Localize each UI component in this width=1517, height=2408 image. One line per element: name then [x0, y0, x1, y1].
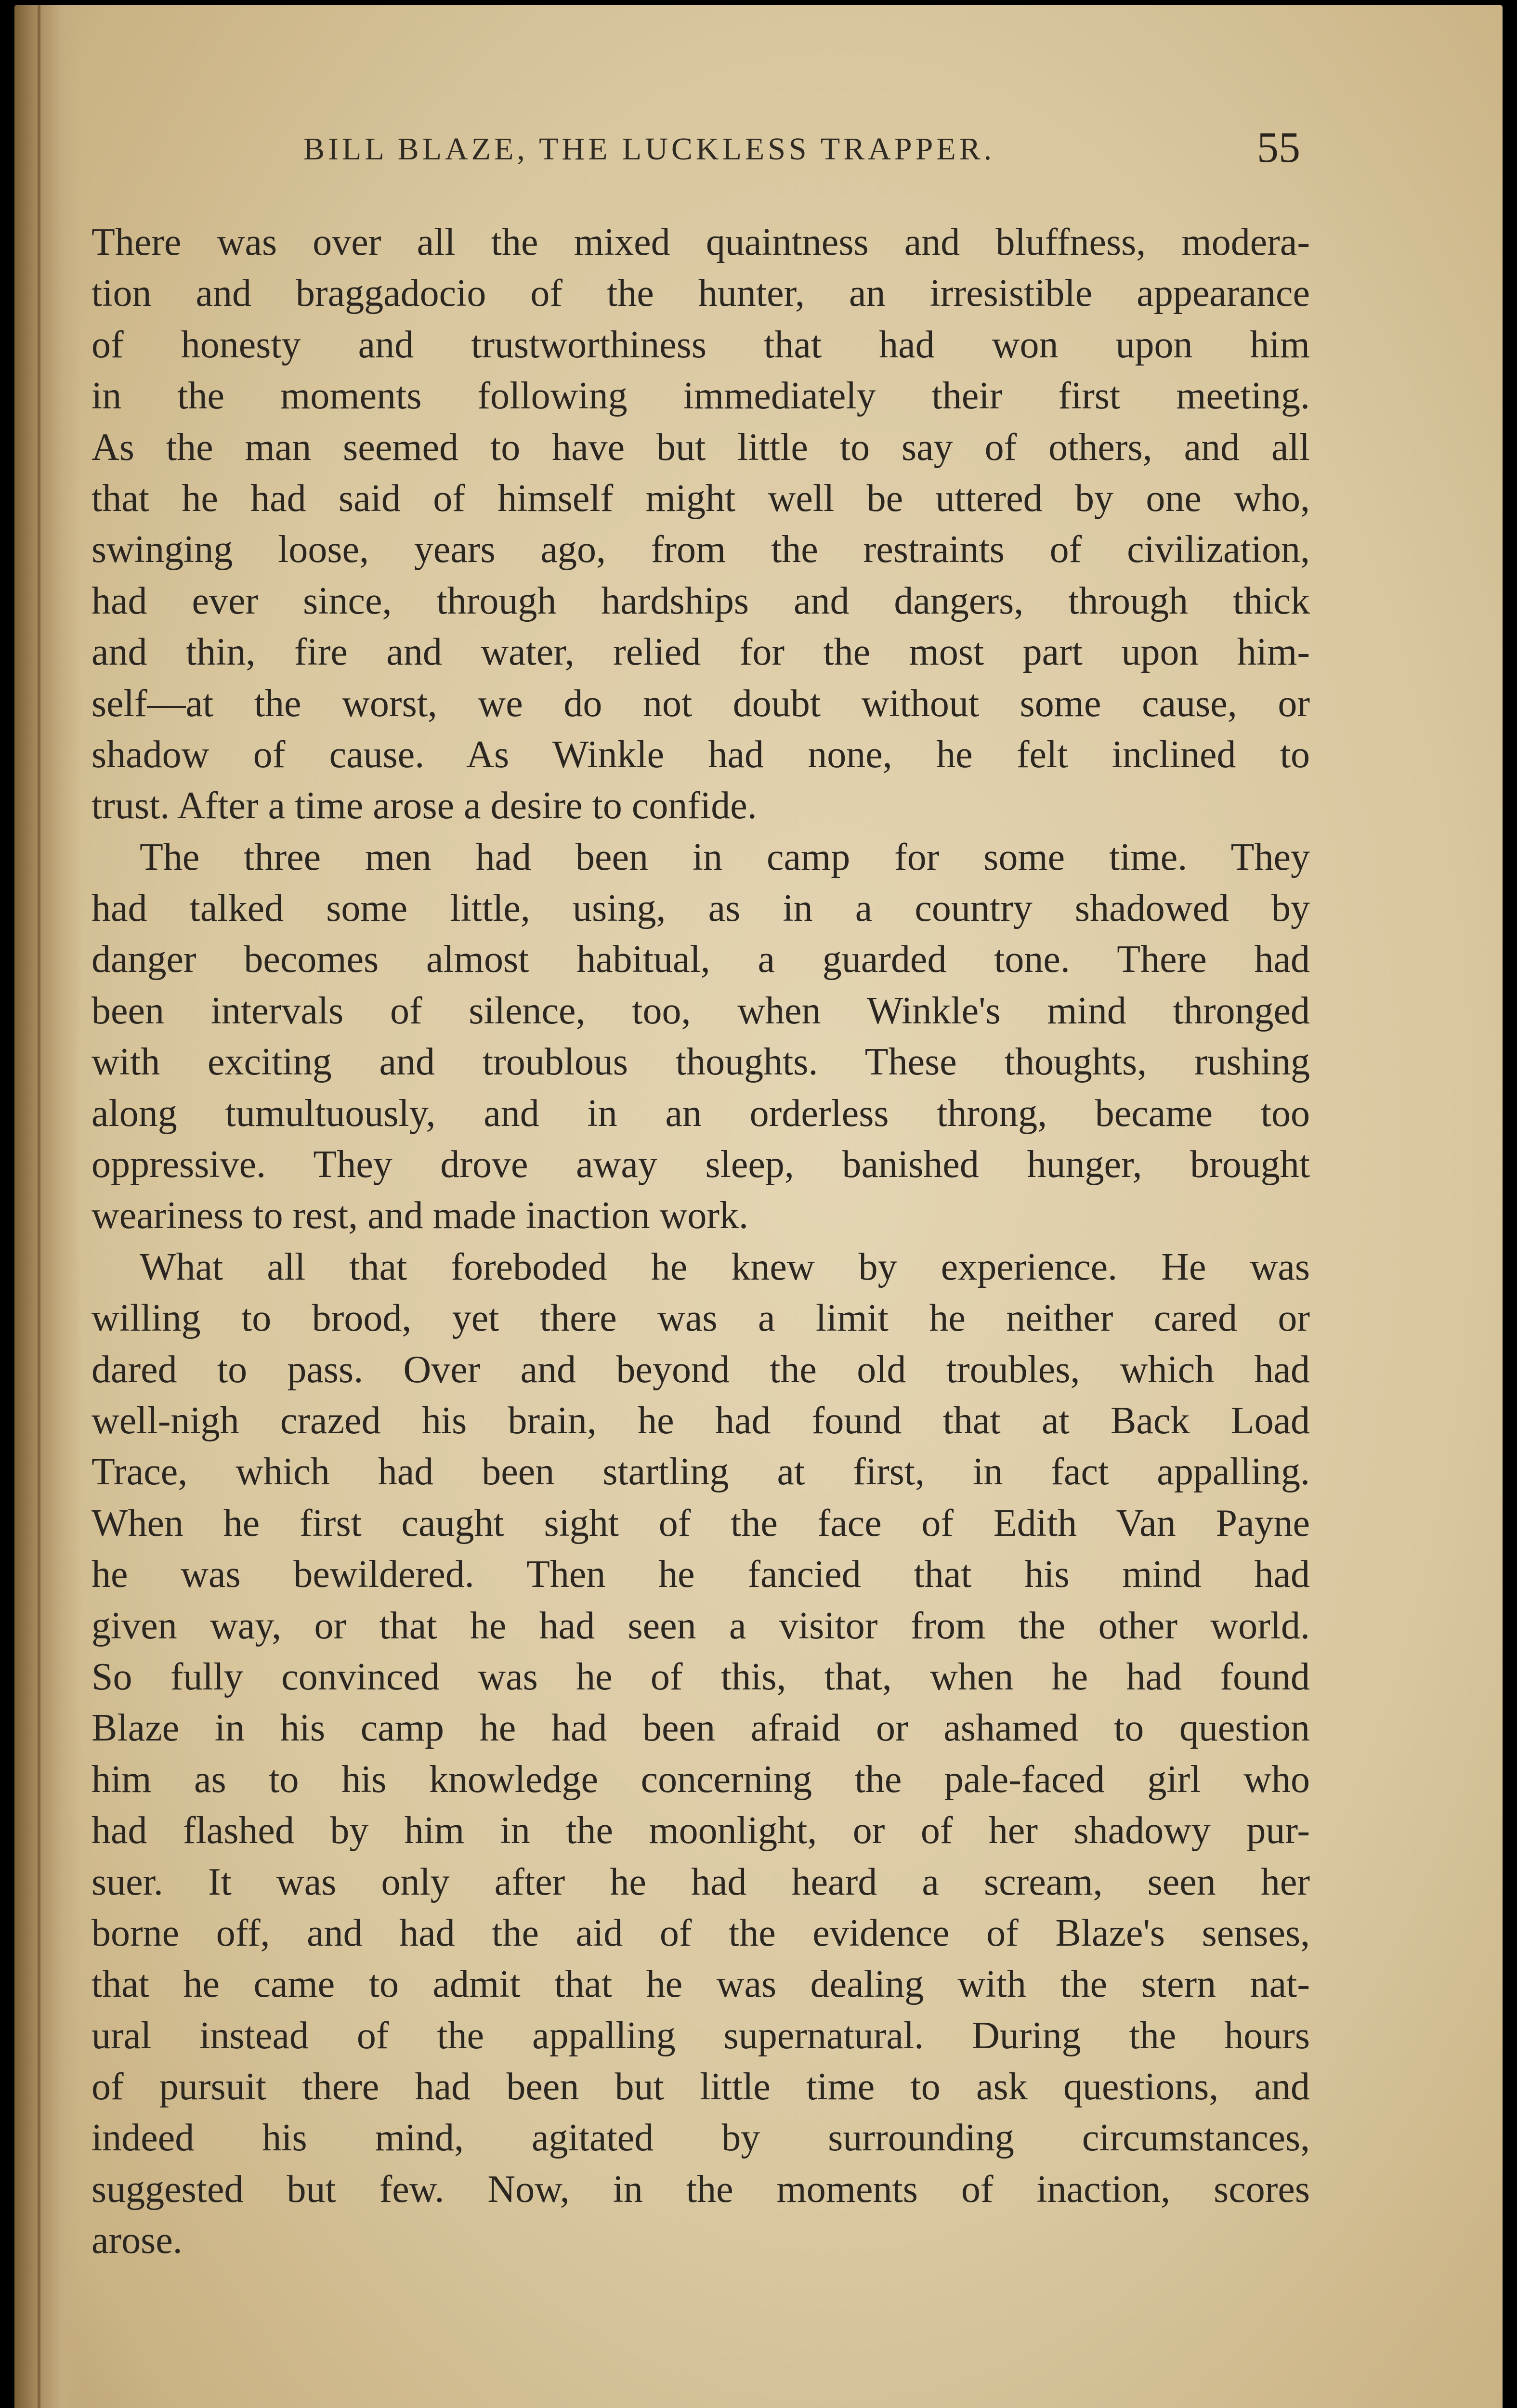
- text-line: well-nigh crazed his brain, he had found that at Back Load: [92, 1399, 1310, 1442]
- text-line: given way, or that he had seen a visitor from the other world.: [92, 1604, 1310, 1647]
- text-line: with exciting and troublous thoughts. These thoughts, rushing: [92, 1041, 1310, 1084]
- text-line: So fully convinced was he of this, that, when he had found: [92, 1655, 1310, 1698]
- text-line: dared to pass. Over and beyond the old troubles, which had: [92, 1348, 1310, 1391]
- text-line: swinging loose, years ago, from the restraints of civilization,: [92, 528, 1310, 571]
- text-line: suggested but few. Now, in the moments of inaction, scores: [92, 2168, 1310, 2211]
- paragraph-1: [92, 217, 1310, 832]
- text-line: suer. It was only after he had heard a scream, seen her: [92, 1860, 1310, 1903]
- text-line: tion and braggadocio of the hunter, an irresistible appearance: [92, 272, 1310, 315]
- text-line: The three men had been in camp for some time. They: [140, 836, 1310, 878]
- text-line: oppressive. They drove away sleep, banished hunger, brought: [92, 1143, 1310, 1186]
- text-line: danger becomes almost habitual, a guarded tone. There had: [92, 938, 1310, 981]
- paragraph-2: [92, 832, 1310, 1242]
- text-line: he was bewildered. Then he fancied that his mind had: [92, 1553, 1310, 1596]
- text-line: As the man seemed to have but little to say of others, and all: [92, 426, 1310, 469]
- text-line: borne off, and had the aid of the evidence of Blaze's senses,: [92, 1911, 1310, 1954]
- text-line: weariness to rest, and made inaction work.: [92, 1194, 749, 1237]
- text-line: What all that foreboded he knew by experience. He was: [140, 1245, 1310, 1288]
- text-line: him as to his knowledge concerning the pale-faced girl who: [92, 1758, 1310, 1801]
- text-line: that he came to admit that he was dealing with the stern nat-: [92, 1963, 1310, 2006]
- text-line: self—at the worst, we do not doubt without some cause, or: [92, 682, 1310, 725]
- text-line: arose.: [92, 2219, 183, 2262]
- text-line: had flashed by him in the moonlight, or of her shadowy pur-: [92, 1809, 1310, 1852]
- text-line: Trace, which had been startling at first, in fact appalling.: [92, 1451, 1310, 1493]
- text-line: When he first caught sight of the face of Edith Van Payne: [92, 1502, 1310, 1544]
- text-line: indeed his mind, agitated by surrounding circumstances,: [92, 2117, 1310, 2159]
- paragraph-3: [92, 1242, 1310, 2266]
- text-line: ural instead of the appalling supernatural. During the hours: [92, 2014, 1310, 2057]
- text-line: willing to brood, yet there was a limit he neither cared or: [92, 1297, 1310, 1340]
- text-line: and thin, fire and water, relied for the most part upon him-: [92, 631, 1310, 674]
- text-line: been intervals of silence, too, when Winkle's mind thronged: [92, 989, 1310, 1032]
- text-line: along tumultuously, and in an orderless throng, became too: [92, 1092, 1310, 1135]
- text-line: in the moments following immediately their first meeting.: [92, 375, 1310, 418]
- text-line: of honesty and trustworthiness that had won upon him: [92, 323, 1310, 366]
- text-line: Blaze in his camp he had been afraid or ashamed to question: [92, 1707, 1310, 1750]
- text-line: that he had said of himself might well be uttered by one who,: [92, 477, 1310, 520]
- page-gutter-shadow: [14, 5, 82, 2408]
- binding-edge: [38, 5, 40, 2408]
- body-text: [92, 217, 1310, 2266]
- running-head: BILL BLAZE, THE LUCKLESS TRAPPER.: [303, 131, 995, 167]
- text-line: of pursuit there had been but little time to ask questions, and: [92, 2066, 1310, 2108]
- text-line: trust. After a time arose a desire to confide.: [92, 785, 757, 827]
- text-line: shadow of cause. As Winkle had none, he felt inclined to: [92, 733, 1310, 776]
- text-line: had talked some little, using, as in a country shadowed by: [92, 887, 1310, 930]
- page-number: 55: [1257, 124, 1300, 171]
- book-page: [14, 5, 1503, 2408]
- text-line: had ever since, through hardships and dangers, through thick: [92, 579, 1310, 622]
- text-line: There was over all the mixed quaintness and bluffness, modera-: [92, 221, 1310, 263]
